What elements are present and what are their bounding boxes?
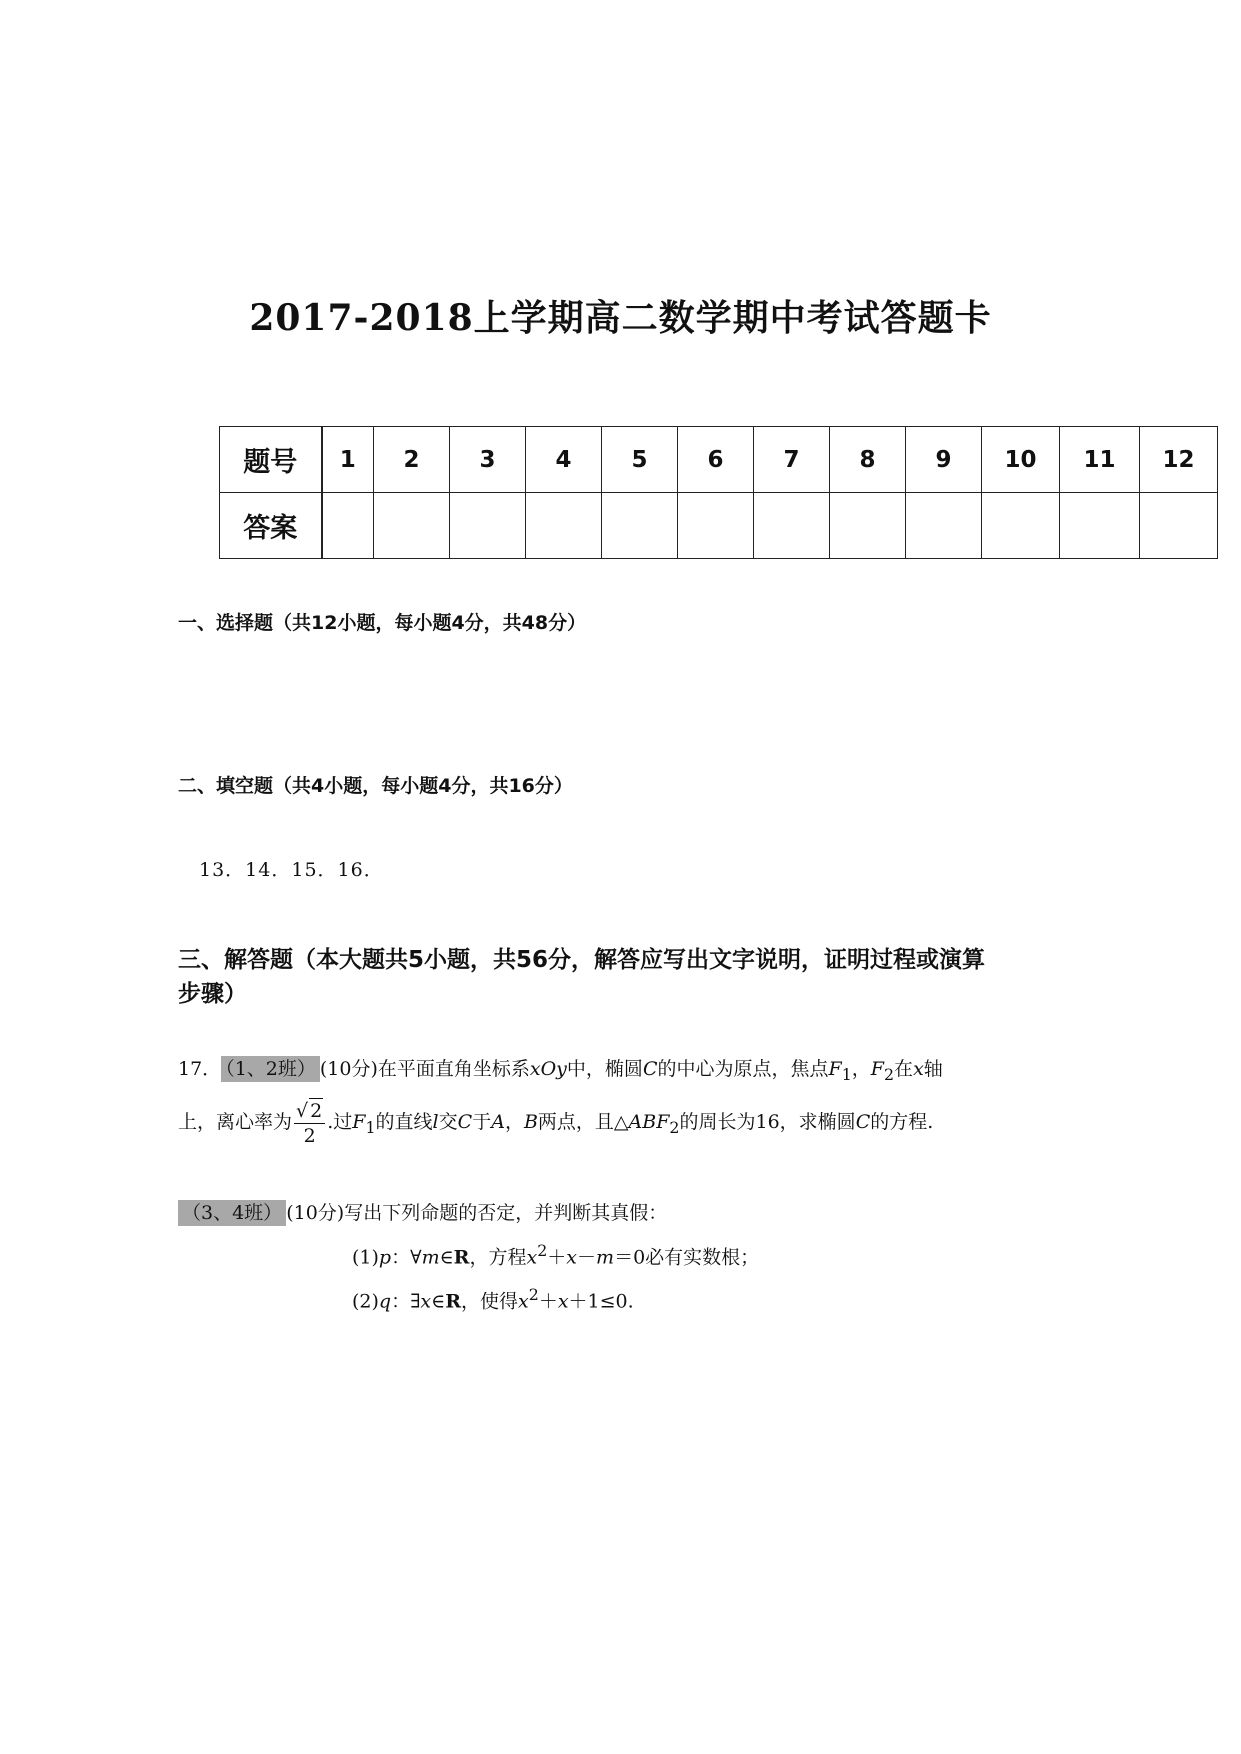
math-var: xOy — [529, 1058, 567, 1080]
answer-cell[interactable] — [1140, 493, 1218, 559]
text-run: 的周长为16，求椭圆 — [679, 1111, 856, 1133]
sqrt-radicand: 2 — [310, 1100, 323, 1122]
fraction-numerator: √ 2 — [294, 1098, 325, 1124]
answer-cell[interactable] — [830, 493, 906, 559]
answer-cell[interactable] — [906, 493, 982, 559]
question-number-cell: 6 — [678, 427, 754, 493]
math-sup: 2 — [528, 1285, 539, 1304]
question-number-cell: 11 — [1060, 427, 1140, 493]
math-var: F — [870, 1058, 884, 1080]
question-number-cell: 1 — [322, 427, 374, 493]
answer-header: 答案 — [220, 493, 322, 559]
text-run: 的方程. — [870, 1111, 934, 1133]
math-var: x — [913, 1058, 924, 1080]
text-run: ＝0必有实数根； — [614, 1246, 760, 1269]
text-run: 两点，且△ — [537, 1111, 629, 1133]
question-number-cell: 3 — [450, 427, 526, 493]
section-solutions-line2: 步骤） — [178, 981, 247, 1007]
section-multiple-choice: 一、选择题（共12小题，每小题4分，共48分） — [178, 612, 587, 634]
answer-cell[interactable] — [678, 493, 754, 559]
text-run: 中，椭圆 — [566, 1058, 643, 1080]
proposition-1 — [352, 1241, 759, 1269]
math-var: l — [432, 1111, 439, 1133]
answer-cell[interactable] — [754, 493, 830, 559]
text-run: ＋ — [547, 1246, 567, 1269]
math-var: ABF — [628, 1111, 670, 1133]
answer-row — [220, 493, 1218, 559]
text-run: ＋1≤0. — [568, 1290, 634, 1313]
text-run: ，方程 — [469, 1246, 527, 1269]
question-number-cell: 8 — [830, 427, 906, 493]
question-number-cell: 12 — [1140, 427, 1218, 493]
question-number-cell: 9 — [906, 427, 982, 493]
class-tag-highlight: （1、2班） — [221, 1056, 320, 1082]
math-var: F — [828, 1058, 842, 1080]
question-number-header: 题号 — [220, 427, 322, 493]
text-run: (2) — [352, 1290, 379, 1313]
answer-cell[interactable] — [374, 493, 450, 559]
math-var: A — [491, 1111, 505, 1133]
math-sup: 2 — [537, 1241, 548, 1260]
text-run: 交 — [438, 1111, 458, 1133]
answer-cell[interactable] — [602, 493, 678, 559]
math-var: m — [596, 1246, 615, 1269]
question-number-cell: 10 — [982, 427, 1060, 493]
math-var: x — [526, 1246, 538, 1269]
text-run: ，使得 — [461, 1290, 519, 1313]
math-var: B — [523, 1111, 538, 1133]
fill-in-numbers: 13．14．15．16． — [199, 859, 384, 881]
math-var: p — [378, 1246, 392, 1269]
math-sub: 1 — [365, 1117, 376, 1137]
text-run: 于 — [472, 1111, 492, 1133]
answer-cell[interactable] — [450, 493, 526, 559]
answer-cell[interactable] — [526, 493, 602, 559]
math-var: x — [566, 1246, 578, 1269]
math-var: C — [642, 1058, 658, 1080]
text-run: (1) — [352, 1246, 379, 1269]
question-number-cell: 4 — [526, 427, 602, 493]
text-run: .过 — [327, 1111, 353, 1133]
text-run: (10分)在平面直角坐标系 — [319, 1058, 530, 1080]
text-run: ∈ — [431, 1290, 446, 1313]
answer-table — [219, 426, 1218, 559]
math-var: x — [518, 1290, 529, 1313]
math-var: q — [378, 1290, 392, 1313]
text-run: ：∃ — [391, 1290, 421, 1313]
text-run: ， — [504, 1111, 524, 1133]
math-var: m — [421, 1246, 440, 1269]
math-var: C — [855, 1111, 871, 1133]
text-run: ∈ — [439, 1246, 454, 1269]
math-var: C — [457, 1111, 473, 1133]
section-fill-in: 二、填空题（共4小题，每小题4分，共16分） — [178, 775, 573, 797]
text-run: 在 — [894, 1058, 914, 1080]
question-number: 17． — [178, 1058, 222, 1080]
answer-cell[interactable] — [322, 493, 374, 559]
math-var: F — [352, 1111, 366, 1133]
text-run: － — [577, 1246, 597, 1269]
text-run: 上，离心率为 — [178, 1111, 293, 1133]
math-var: x — [557, 1290, 569, 1313]
eccentricity-fraction — [294, 1098, 325, 1148]
text-run: ＋ — [538, 1290, 558, 1313]
text-run: ：∀ — [391, 1246, 422, 1269]
math-sub: 2 — [669, 1117, 680, 1137]
math-sub: 2 — [883, 1064, 895, 1084]
text-run: 的中心为原点，焦点 — [657, 1058, 829, 1080]
text-run: (10分)写出下列命题的否定，并判断其真假： — [286, 1202, 668, 1224]
class-tag-highlight: （3、4班） — [178, 1200, 286, 1226]
question-number-cell: 5 — [602, 427, 678, 493]
question-number-cell: 2 — [374, 427, 450, 493]
question-17-line1 — [178, 1054, 943, 1084]
text-run: 的直线 — [375, 1111, 433, 1133]
answer-cell[interactable] — [982, 493, 1060, 559]
math-set: R — [445, 1290, 461, 1313]
math-set: R — [453, 1246, 470, 1269]
question-number-cell: 7 — [754, 427, 830, 493]
math-sub: 1 — [841, 1064, 852, 1084]
question-17-line2 — [178, 1098, 933, 1148]
math-var: x — [420, 1290, 432, 1313]
question-alt-intro — [178, 1198, 667, 1225]
proposition-2 — [352, 1285, 634, 1313]
answer-cell[interactable] — [1060, 493, 1140, 559]
fraction-denominator: 2 — [303, 1125, 316, 1147]
question-number-row — [220, 427, 1218, 493]
section-solutions-line1: 三、解答题（本大题共5小题，共56分，解答应写出文字说明，证明过程或演算 — [178, 947, 986, 973]
section-solutions — [178, 943, 1078, 1011]
text-run: 轴 — [923, 1058, 943, 1080]
page-title: 2017-2018上学期高二数学期中考试答题卡 — [249, 297, 992, 339]
text-run: ， — [851, 1058, 871, 1080]
